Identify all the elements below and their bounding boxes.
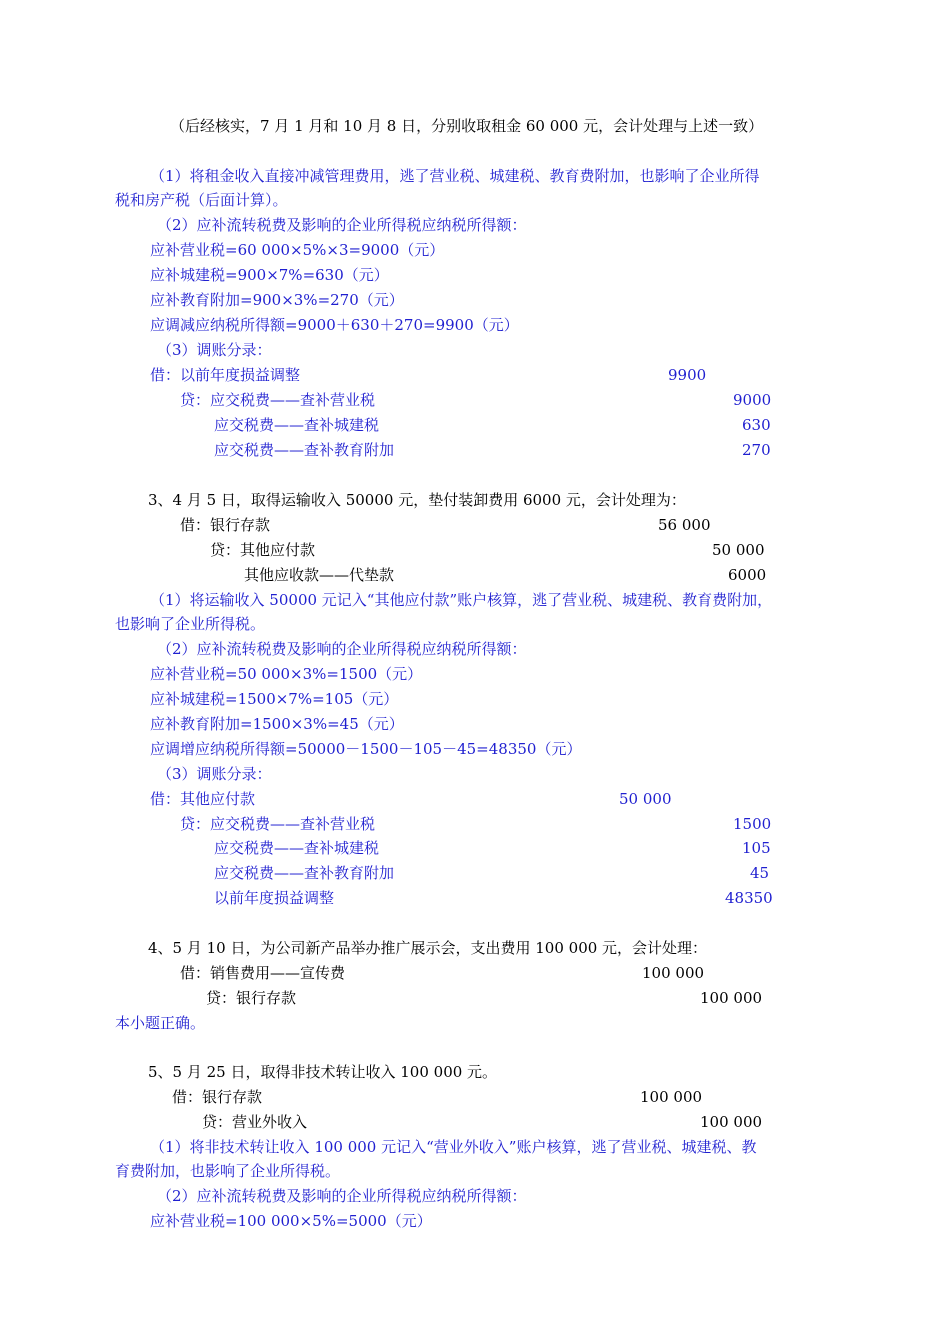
entry-credit-label: 贷：应交税费——查补营业税 <box>180 815 376 833</box>
orig-entry-credit-amount: 6000 <box>728 566 767 584</box>
entry-credit-label: 应交税费——查补城建税 <box>214 416 380 434</box>
entry-credit-amount: 9000 <box>733 391 772 409</box>
analysis-1-line-2: 也影响了企业所得税。 <box>115 615 266 633</box>
entry-credit-amount: 48350 <box>725 889 773 907</box>
orig-entry-credit-label: 其他应收款——代垫款 <box>244 566 395 584</box>
orig-entry-credit-amount: 100 000 <box>700 1113 763 1131</box>
orig-entry-credit-amount: 50 000 <box>712 541 765 559</box>
calc-business-tax: 应补营业税=60 000×5%×3=9000（元） <box>150 241 445 259</box>
analysis-1-line-1: （1）将租金收入直接冲减管理费用，逃了营业税、城建税、教育费附加，也影响了企业所得 <box>150 167 760 185</box>
entry-credit-amount: 45 <box>750 864 770 882</box>
intro-note: （后经核实，7 月 1 月和 10 月 8 日，分别收取租金 60 000 元，会计处理与上述一致） <box>170 117 764 135</box>
entry-credit-amount: 105 <box>742 839 771 857</box>
entry-credit-amount: 1500 <box>733 815 772 833</box>
item-5-title: 5、5 月 25 日，取得非技术转让收入 100 000 元。 <box>148 1063 498 1081</box>
calc-city-tax: 应补城建税=1500×7%=105（元） <box>150 690 399 708</box>
calc-taxable-income-adjustment: 应调增应纳税所得额=50000－1500－105－45=48350（元） <box>150 740 582 758</box>
entry-credit-label: 应交税费——查补教育附加 <box>214 864 395 882</box>
analysis-3-heading: （3）调账分录： <box>157 341 272 359</box>
orig-entry-debit-amount: 100 000 <box>642 964 705 982</box>
item-3-title: 3、4 月 5 日，取得运输收入 50000 元，垫付装卸费用 6000 元，会计处理为： <box>148 491 686 509</box>
analysis-1-line-2: 育费附加，也影响了企业所得税。 <box>115 1162 341 1180</box>
item-4-title: 4、5 月 10 日，为公司新产品举办推广展示会，支出费用 100 000 元，会计处理： <box>148 939 708 957</box>
orig-entry-credit-label: 贷：其他应付款 <box>210 541 316 559</box>
entry-debit-label: 借：其他应付款 <box>150 790 256 808</box>
orig-entry-debit-label: 借：销售费用——宣传费 <box>180 964 346 982</box>
entry-debit-amount: 50 000 <box>619 790 672 808</box>
analysis-1-line-2: 税和房产税（后面计算）。 <box>115 191 288 209</box>
orig-entry-debit-label: 借：银行存款 <box>180 516 271 534</box>
analysis-2-heading: （2）应补流转税费及影响的企业所得税应纳税所得额： <box>157 1187 527 1205</box>
entry-credit-label: 以前年度损益调整 <box>214 889 335 907</box>
analysis-1-line-1: （1）将非技术转让收入 100 000 元记入“营业外收入”账户核算，逃了营业税、城建税、教 <box>150 1138 757 1156</box>
orig-entry-credit-label: 贷：银行存款 <box>206 989 297 1007</box>
entry-credit-label: 应交税费——查补城建税 <box>214 839 380 857</box>
entry-debit-label: 借：以前年度损益调整 <box>150 366 301 384</box>
calc-business-tax: 应补营业税=50 000×3%=1500（元） <box>150 665 423 683</box>
orig-entry-credit-amount: 100 000 <box>700 989 763 1007</box>
orig-entry-debit-label: 借：银行存款 <box>172 1088 263 1106</box>
entry-credit-label: 贷：应交税费——查补营业税 <box>180 391 376 409</box>
orig-entry-debit-amount: 56 000 <box>658 516 711 534</box>
entry-credit-label: 应交税费——查补教育附加 <box>214 441 395 459</box>
entry-credit-amount: 270 <box>742 441 771 459</box>
analysis-1-line-1: （1）将运输收入 50000 元记入“其他应付款”账户核算，逃了营业税、城建税、教育费附加， <box>150 591 773 609</box>
calc-education-surcharge: 应补教育附加=1500×3%=45（元） <box>150 715 404 733</box>
calc-city-tax: 应补城建税=900×7%=630（元） <box>150 266 389 284</box>
analysis-3-heading: （3）调账分录： <box>157 765 272 783</box>
calc-education-surcharge: 应补教育附加=900×3%=270（元） <box>150 291 404 309</box>
entry-debit-amount: 9900 <box>668 366 707 384</box>
orig-entry-debit-amount: 100 000 <box>640 1088 703 1106</box>
analysis-2-heading: （2）应补流转税费及影响的企业所得税应纳税所得额： <box>157 216 527 234</box>
entry-credit-amount: 630 <box>742 416 771 434</box>
calc-business-tax: 应补营业税=100 000×5%=5000（元） <box>150 1212 432 1230</box>
analysis-2-heading: （2）应补流转税费及影响的企业所得税应纳税所得额： <box>157 640 527 658</box>
calc-taxable-income-adjustment: 应调减应纳税所得额=9000＋630＋270=9900（元） <box>150 316 519 334</box>
item-4-conclusion: 本小题正确。 <box>115 1014 206 1032</box>
orig-entry-credit-label: 贷：营业外收入 <box>202 1113 308 1131</box>
